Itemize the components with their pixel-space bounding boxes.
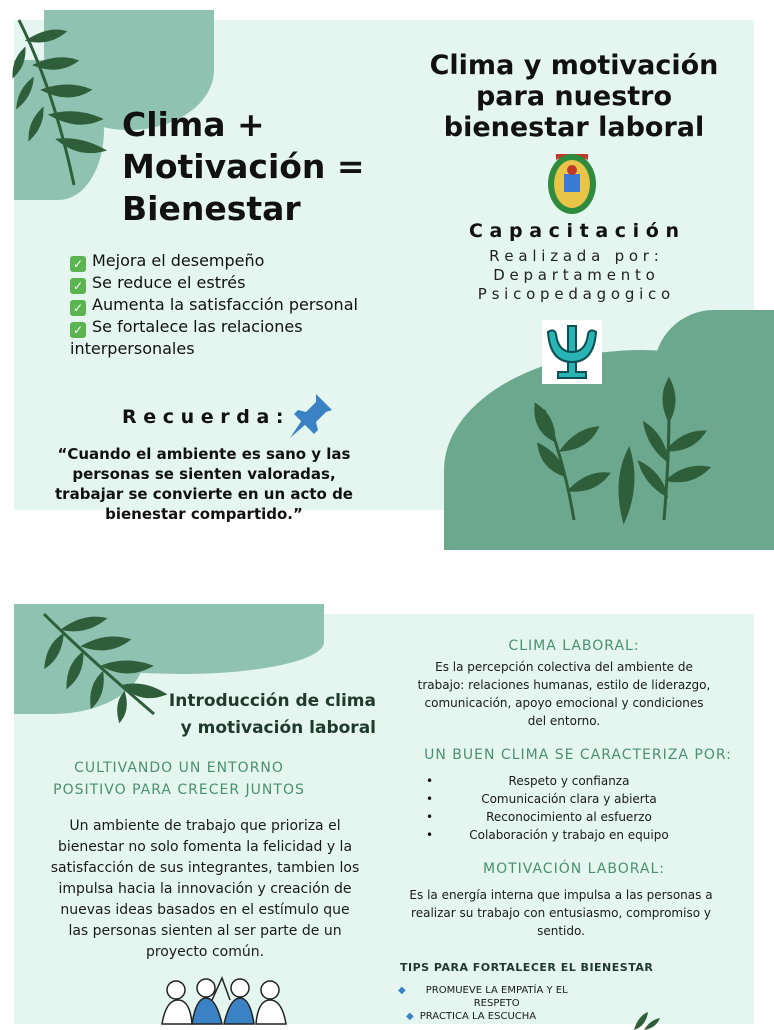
benefit-item: ✓ Mejora el desempeño	[66, 250, 366, 272]
tips-list	[398, 984, 588, 1023]
buen-clima-heading: UN BUEN CLIMA SE CARACTERIZA POR:	[424, 747, 732, 763]
school-emblem-icon	[546, 146, 598, 216]
intro-title-line: Introducción de clima	[168, 691, 376, 711]
intro-title	[154, 688, 376, 742]
list-item: • Comunicación clara y abierta	[404, 790, 734, 808]
quote: “Cuando el ambiente es sano y las personas se sienten valoradas, trabajar se convierte en un acto de bienestar compartido.”	[55, 445, 353, 523]
intro-subtitle-line: POSITIVO PARA CRECER JUNTOS	[53, 782, 305, 798]
intro-title-line: y motivación laboral	[180, 718, 376, 738]
tip-item: ◆ PRACTICA LA ESCUCHA	[406, 1011, 537, 1022]
list-item: • Colaboración y trabajo en equipo	[404, 826, 734, 844]
pushpin-icon	[286, 390, 336, 440]
intro-subtitle-line: CULTIVANDO UN ENTORNO	[74, 760, 284, 776]
leaf-icon	[534, 380, 714, 520]
cover-title-line: Clima y motivación	[429, 50, 719, 81]
headline-line: Clima +	[122, 105, 265, 144]
checkmark-icon: ✓	[70, 278, 86, 294]
credits	[414, 247, 734, 304]
list-item: • Respeto y confianza	[404, 772, 734, 790]
clima-heading: CLIMA LABORAL:	[508, 638, 640, 654]
checkmark-icon: ✓	[70, 300, 86, 316]
cover-title	[414, 50, 734, 143]
intro-subtitle	[24, 757, 334, 801]
cover-title-line: bienestar laboral	[443, 112, 705, 143]
headline	[122, 104, 382, 230]
clima-text: Es la percepción colectiva del ambiente de trabajo: relaciones humanas, estilo de liderazgo, comunicación, apoyo emocional y condiciones del entorno.	[417, 660, 711, 728]
diamond-bullet-icon: ◆	[398, 985, 406, 996]
headline-line: Bienestar	[122, 189, 301, 228]
checkmark-icon: ✓	[70, 322, 86, 338]
psi-logo	[542, 320, 602, 384]
motivacion-text: Es la energía interna que impulsa a las personas a realizar su trabajo con entusiasmo, compromiso y sentido.	[409, 888, 713, 938]
credits-line: R e a l i z a d a p o r :	[489, 247, 659, 265]
list-item: • Reconocimiento al esfuerzo	[404, 808, 734, 826]
brochure-inside-page	[14, 614, 754, 1024]
motivacion-heading: MOTIVACIÓN LABORAL:	[483, 861, 665, 877]
tips-heading: TIPS PARA FORTALECER EL BIENESTAR	[400, 961, 654, 974]
benefits-list	[66, 250, 366, 360]
intro-body: Un ambiente de trabajo que prioriza el bienestar no solo fomenta la felicidad y la satisfacción de sus integrantes, tambien los impulsa hacia la innovación y creación de nuevas ideas basados en el estímulo que las personas sienten al ser parte de un proyecto común.	[50, 818, 360, 960]
checkmark-icon: ✓	[70, 256, 86, 272]
buen-clima-list	[404, 772, 734, 844]
team-people-icon	[154, 974, 294, 1024]
credits-line: P s i c o p e d a g o g i c o	[477, 285, 671, 303]
cover-title-line: para nuestro	[475, 81, 673, 112]
headline-line: Motivación =	[122, 147, 365, 186]
benefit-item: ✓ Se fortalece las relaciones interpersonales	[70, 317, 303, 358]
diamond-bullet-icon: ◆	[406, 1011, 414, 1022]
tip-item: ◆ PROMUEVE LA EMPATÍA Y EL RESPETO	[398, 985, 568, 1009]
leaf-icon	[34, 614, 174, 724]
remember-label: R e c u e r d a :	[122, 406, 284, 428]
training-label: C a p a c i t a c i ó n	[469, 220, 679, 242]
psi-symbol-icon	[542, 320, 602, 384]
leaf-icon	[624, 1010, 664, 1030]
leaf-icon	[14, 20, 124, 190]
brochure-cover-page	[14, 20, 754, 523]
benefit-item: ✓ Se reduce el estrés	[66, 272, 366, 294]
credits-line: D e p a r t a m e n t o	[493, 266, 655, 284]
benefit-item: ✓ Aumenta la satisfacción personal	[66, 294, 366, 316]
